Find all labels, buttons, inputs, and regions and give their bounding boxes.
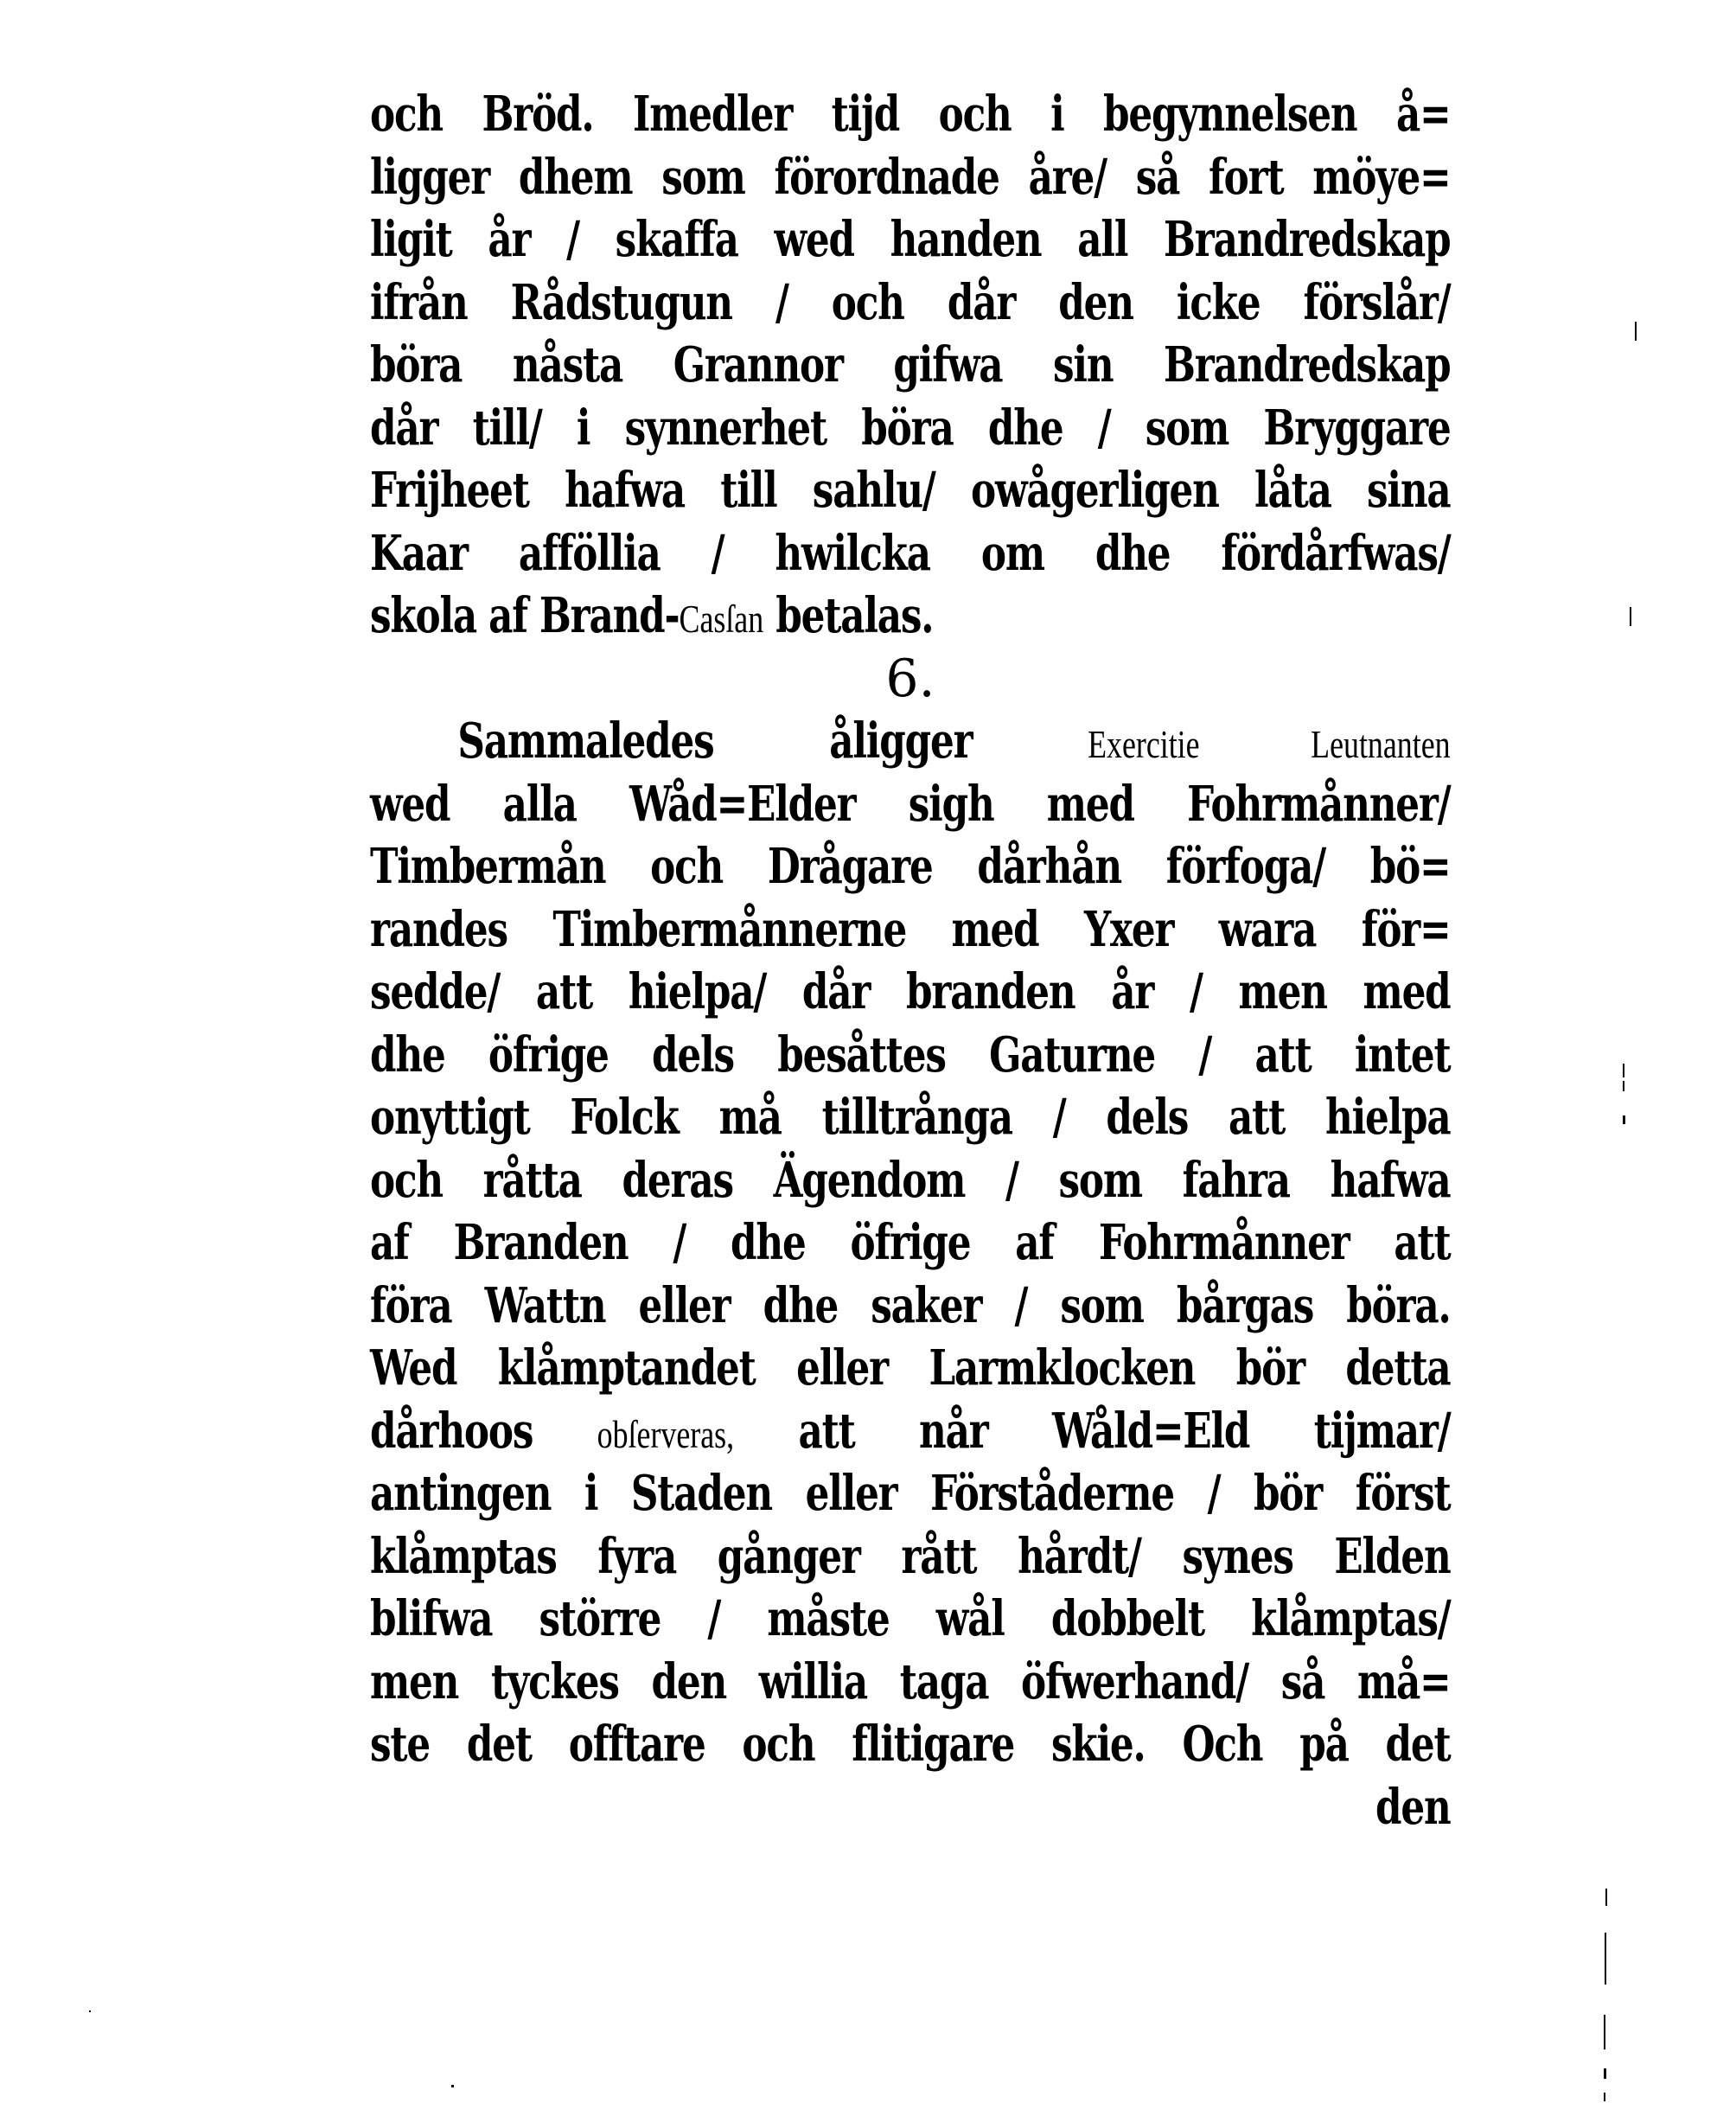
scan-artifact-mark <box>89 2010 91 2012</box>
text-segment: dårhoos <box>370 1402 597 1460</box>
scan-artifact-mark <box>1605 1889 1607 1906</box>
text-segment: böra nåsta Grannor gifwa sin Brandredskap <box>370 336 1451 393</box>
text-line <box>370 1713 1451 1776</box>
text-segment: betalas. <box>763 587 934 644</box>
text-segment: antingen i Staden eller Förståderne / bör först <box>370 1465 1451 1522</box>
text-segment: ligger dhem som förordnade åre/ så fort möye= <box>370 148 1451 206</box>
text-line <box>370 898 1451 962</box>
antiqua-text-segment: Exercitie Leutnanten <box>1088 722 1451 766</box>
text-segment: men tyckes den willia taga öfwerhand/ så må= <box>370 1652 1451 1710</box>
text-line <box>370 208 1451 272</box>
text-segment: klåmptas fyra gånger rått hårdt/ synes Elden <box>370 1527 1451 1585</box>
text-segment: randes Timbermånnerne med Yxer wara för= <box>370 900 1451 958</box>
text-line <box>370 835 1451 898</box>
text-segment: skola af Brand- <box>370 587 680 644</box>
text-line <box>370 710 1451 773</box>
scan-artifact-mark <box>1605 1933 1606 1985</box>
text-line <box>370 1525 1451 1588</box>
text-line <box>370 961 1451 1024</box>
scan-artifact-mark <box>1604 2068 1606 2079</box>
paragraph-1 <box>370 83 1451 648</box>
text-line <box>370 1337 1451 1400</box>
scan-artifact-mark <box>1623 1115 1625 1124</box>
text-line <box>370 1149 1451 1212</box>
text-line <box>370 585 1451 648</box>
scan-artifact-mark <box>1623 1081 1624 1091</box>
text-line <box>370 1024 1451 1087</box>
antiqua-text-segment: obſerveras, <box>597 1411 735 1456</box>
scan-artifact-mark <box>1630 607 1631 626</box>
text-line <box>370 1400 1451 1463</box>
text-line <box>370 1651 1451 1714</box>
text-segment: Frijheet hafwa till sahlu/ owågerligen låta sina <box>370 462 1451 519</box>
scan-artifact-mark <box>1604 2015 1605 2049</box>
text-segment: dår till/ i synnerhet böra dhe / som Bryggare <box>370 399 1451 457</box>
scan-artifact-mark <box>451 2085 454 2087</box>
text-segment: wed alla Wåd=Elder sigh med Fohrmånner/ <box>370 775 1451 833</box>
scan-artifact-mark <box>1635 322 1637 341</box>
text-line <box>370 334 1451 397</box>
antiqua-text-segment: Casſan <box>679 597 764 641</box>
paragraph-2 <box>370 710 1451 1776</box>
text-line <box>370 1211 1451 1275</box>
text-segment: Wed klåmptandet eller Larmklocken bör detta <box>370 1339 1451 1397</box>
text-segment: ligit år / skaffa wed handen all Brandredskap <box>370 211 1451 268</box>
text-line <box>370 146 1451 209</box>
text-line <box>370 1086 1451 1149</box>
text-line <box>370 272 1451 335</box>
scan-artifact-mark <box>1623 1064 1624 1077</box>
text-segment: af Branden / dhe öfrige af Fohrmånner att <box>370 1214 1451 1271</box>
text-line <box>370 83 1451 146</box>
text-line <box>370 459 1451 522</box>
text-segment: blifwa större / måste wål dobbelt klåmptas/ <box>370 1590 1451 1647</box>
text-segment: ste det offtare och flitigare skie. Och på det <box>370 1716 1451 1773</box>
text-segment: dhe öfrige dels besåttes Gaturne / att intet <box>370 1026 1451 1083</box>
text-segment: Sammaledes åligger <box>457 713 1088 770</box>
text-segment: och råtta deras Ägendom / som fahra hafwa <box>370 1151 1451 1209</box>
text-segment: föra Wattn eller dhe saker / som bårgas böra. <box>370 1276 1451 1334</box>
text-segment: Timbermån och Drågare dårhån förfoga/ bö= <box>370 838 1451 895</box>
section-number: 6. <box>885 648 935 709</box>
text-segment: att når Wåld=Eld tijmar/ <box>734 1402 1451 1460</box>
text-line <box>370 773 1451 836</box>
scan-artifact-mark <box>1604 2093 1605 2101</box>
text-line <box>370 522 1451 585</box>
text-segment: sedde/ att hielpa/ dår branden år / men med <box>370 963 1451 1020</box>
text-block <box>370 83 1451 1838</box>
text-segment: ifrån Rådstugun / och dår den icke förslår/ <box>370 273 1451 331</box>
text-line <box>370 1275 1451 1338</box>
text-line <box>370 397 1451 460</box>
text-segment: Kaar afföllia / hwilcka om dhe fördårfwas/ <box>370 524 1451 582</box>
text-segment: och Bröd. Imedler tijd och i begynnelsen å= <box>370 86 1451 143</box>
catchword: den <box>1375 1778 1451 1836</box>
text-segment: onyttigt Folck må tilltrånga / dels att hielpa <box>370 1089 1451 1146</box>
text-line <box>370 1588 1451 1651</box>
text-line <box>370 1462 1451 1525</box>
